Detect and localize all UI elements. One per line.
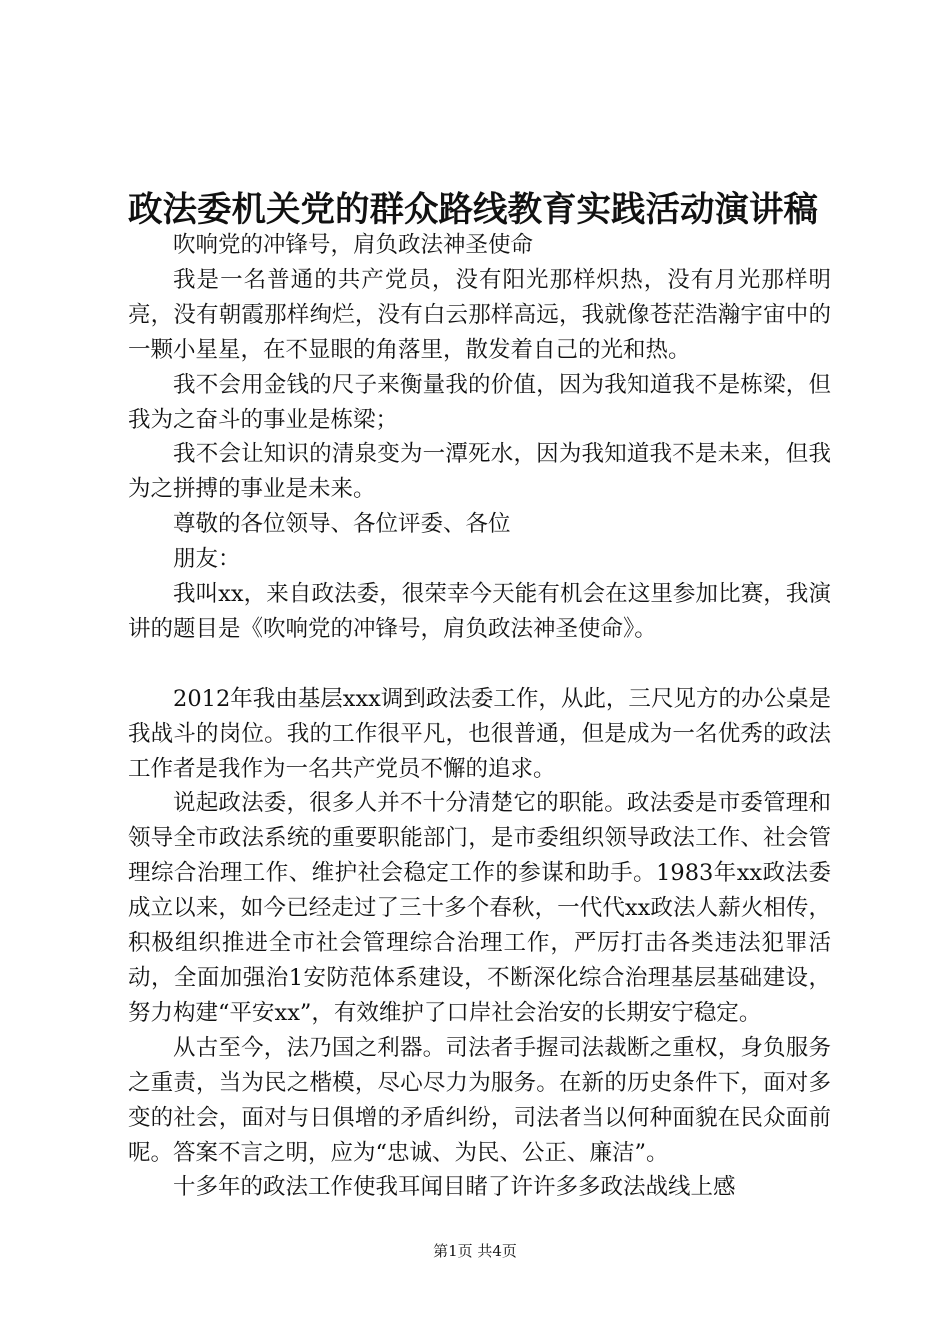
paragraph-salutation: 尊敬的各位领导、各位评委、各位 — [173, 511, 511, 538]
paragraph-value: 我不会用金钱的尺子来衡量我的价值，因为我知道我不是栋梁，但我为之奋斗的事业是栋梁； — [128, 371, 831, 433]
paragraph-law: 从古至今，法乃国之利器。司法者手握司法裁断之重权，身负服务之重责，当为民之楷模，尽心尽力为服务。在新的历史条件下，面对多变的社会，面对与日俱增的矛盾纠纷，司法者当以何种面貌在民众面前呢。答案不言之明，应为“忠诚、为民、公正、廉洁”。 — [128, 1034, 831, 1166]
page-number-footer: 第1页 共4页 — [433, 1242, 517, 1260]
paragraph-experience: 十多年的政法工作使我耳闻目睹了许许多多政法战线上感 — [173, 1174, 736, 1201]
paragraph-introduction: 我叫xx，来自政法委，很荣幸今天能有机会在这里参加比赛，我演讲的题目是《吹响党的冲锋号，肩负政法神圣使命》。 — [128, 581, 831, 642]
paragraph-salutation-friends: 朋友： — [173, 546, 241, 573]
paragraph-committee-role: 说起政法委，很多人并不十分清楚它的职能。政法委是市委管理和领导全市政法系统的重要职能部门，是市委组织领导政法工作、社会管理综合治理工作、维护社会稳定工作的参谋和助手。1983年xx政法委成立以来，如今已经走过了三十多个春秋，一代代xx政法人薪火相传，积极组织推进全市社会管理综合治理工作，严厉打击各类违法犯罪活动，全面加强治1安防范体系建设，不断深化综合治理基层基础建设，努力构建“平安xx”，有效维护了口岸社会治安的长期安宁稳定。 — [128, 790, 831, 1026]
speech-heading: 吹响党的冲锋号，肩负政法神圣使命 — [173, 232, 534, 258]
paragraph-knowledge: 我不会让知识的清泉变为一潭死水，因为我知道我不是未来，但我为之拼搏的事业是未来。 — [128, 441, 831, 503]
document-body — [128, 228, 831, 1205]
paragraph-work-history: 2012年我由基层xxx调到政法委工作，从此，三尺见方的办公桌是我战斗的岗位。我的工作很平凡，也很普通，但是成为一名优秀的政法工作者是我作为一名共产党员不懈的追求。 — [128, 685, 831, 782]
paragraph-intro-self: 我是一名普通的共产党员，没有阳光那样炽热，没有月光那样明亮，没有朝霞那样绚烂，没有白云那样高远，我就像苍茫浩瀚宇宙中的一颗小星星，在不显眼的角落里，散发着自己的光和热。 — [128, 266, 831, 363]
document-title: 政法委机关党的群众路线教育实践活动演讲稿 — [128, 190, 818, 230]
